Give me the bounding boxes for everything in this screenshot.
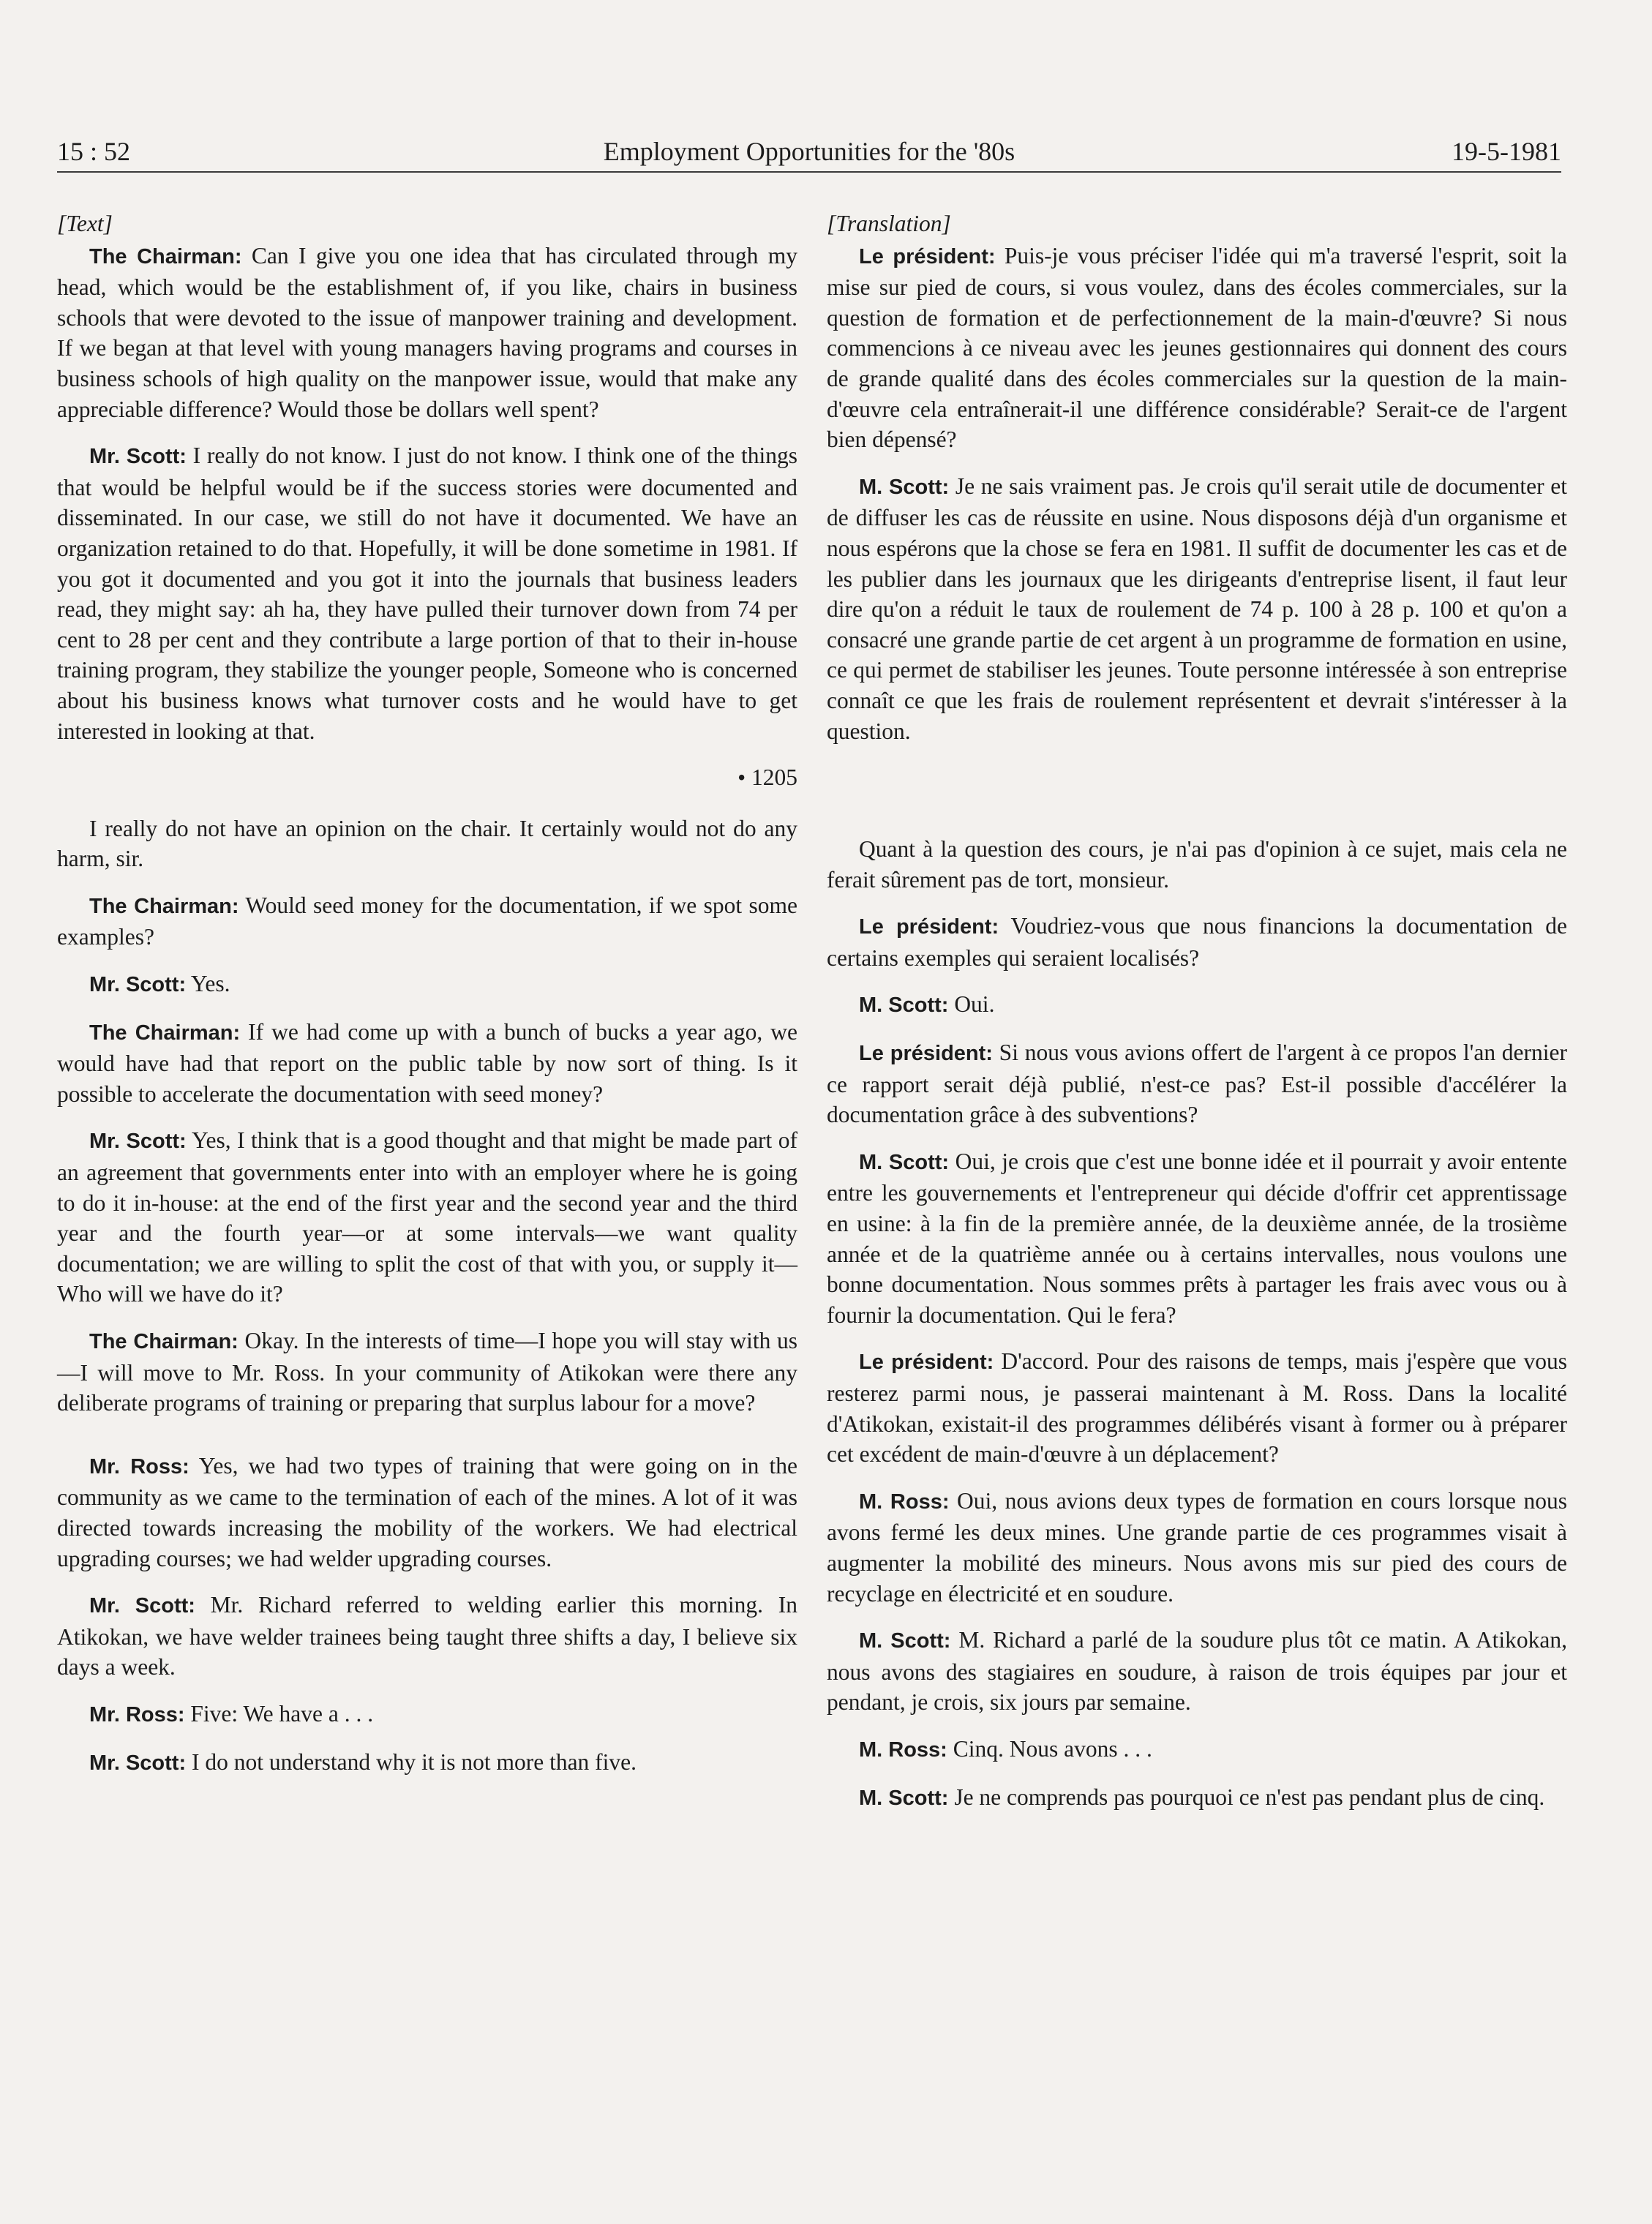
running-header [57, 132, 1561, 173]
speaker-name: M. Ross: [859, 1738, 947, 1762]
paragraph [57, 1590, 797, 1683]
speaker-name: Le président: [859, 244, 996, 268]
column-label: [Text] [57, 211, 113, 236]
speech-text: Can I give you one idea that has circulated through my head, which would be the establishment of, if you like, chairs in business schools that were devoted to the issue of manpower training and development. If we began at that level with young managers having programs and courses in business schools of high quality on the manpower issue, would that make any appreciable difference? Would those be dollars well spent? [57, 242, 798, 422]
paragraph [827, 1346, 1567, 1469]
speaker-name: Mr. Ross: [89, 1454, 189, 1479]
speech-text: Quant à la question des cours, je n'ai pas d'opinion à ce sujet, mais cela ne ferait sûrement pas de tort, monsieur. [827, 836, 1567, 893]
speech-text: Je ne sais vraiment pas. Je crois qu'il serait utile de documenter et de diffuser les cas de réussite en usine. Nous disposons déjà d'un organisme et nous espérons que la chose se fera en 1981. Il suffit de documenter les cas et de les publier dans les journaux que les dirigeants d'entreprise lisent, il faut leur dire qu'on a réduit le taux de roulement de 74 p. 100 à 28 p. 100 et qu'on a consacré une grande partie de cet argent à un programme de formation en usine, ce qui permet de stabiliser les jeunes. Toute personne intéressée à son entreprise connaît ce que les frais de roulement représentent et devrait s'intéresser à la question. [827, 473, 1568, 744]
speech-text: Oui, nous avions deux types de formation en cours lorsque nous avons fermé les deux mines. Une grande partie de ces programmes visait à augmenter la mobilité des mineurs. Nous avons mis sur pied des cours de recyclage en électricité et en soudure. [827, 1487, 1568, 1607]
speech-text: I really do not have an opinion on the chair. It certainly would not do any harm, sir. [57, 815, 797, 872]
paragraph [827, 241, 1567, 455]
speech-text: If we had come up with a bunch of bucks a year ago, we would have had that report on the public table by now sort of thing. Is it possible to accelerate the documentation with seed money? [57, 1018, 797, 1107]
speech-text: Okay. In the interests of time—I hope you will stay with us—I will move to Mr. Ross. In your community of Atikokan were there any deliberate programs of training or preparing that surplus labour for a move? [57, 1328, 797, 1416]
column-label: [Translation] [827, 211, 951, 236]
paragraph [827, 911, 1567, 973]
paragraph [57, 1017, 797, 1110]
speaker-name: Mr. Scott: [89, 445, 187, 469]
speech-text: Oui. [948, 991, 995, 1018]
speech-text: Yes. [186, 971, 230, 997]
paragraph [57, 1451, 797, 1574]
speaker-name: The Chairman: [89, 1021, 241, 1045]
paragraph [57, 241, 797, 425]
time-marker: • 1205 [737, 764, 797, 791]
speaker-name: M. Scott: [859, 1629, 951, 1653]
speech-text: I do not understand why it is not more than five. [186, 1748, 637, 1775]
paragraph [57, 890, 797, 953]
paragraph [827, 1625, 1567, 1718]
speaker-name: Le président: [859, 1350, 994, 1375]
paragraph [827, 1734, 1567, 1766]
paragraph [57, 440, 797, 746]
paragraph [57, 1747, 797, 1779]
paragraph [57, 814, 797, 874]
speaker-name: The Chairman: [89, 244, 242, 268]
english-column [57, 209, 797, 1795]
paragraph [827, 1146, 1567, 1331]
header-page-number: 15 : 52 [57, 137, 131, 166]
speaker-name: M. Scott: [859, 993, 949, 1018]
paragraph [57, 969, 797, 1001]
speaker-name: Mr. Scott: [89, 1130, 187, 1154]
speaker-name: M. Ross: [859, 1489, 950, 1514]
speaker-name: Le président: [859, 915, 999, 939]
paragraph [57, 1326, 797, 1419]
speaker-name: Mr. Ross: [89, 1702, 185, 1727]
speech-text: D'accord. Pour des raisons de temps, mais j'espère que vous resterez parmi nous, je passerai maintenant à M. Ross. Dans la localité d'Atikokan, existait-il des programmes délibérés visant à former ou à préparer cet excédent de main-d'œuvre à un déplacement? [827, 1348, 1568, 1468]
speech-text: Yes, I think that is a good thought and that might be made part of an agreement that governments enter into with an employer where he is going to do it in-house: at the end of the first year and the second year and the third year and the fourth year—or at some intervals—we want quality documentation; we are willing to split the cost of that with you, or supply it—Who will we have do it? [57, 1127, 797, 1307]
speech-text: Je ne comprends pas pourquoi ce n'est pas pendant plus de cinq. [948, 1784, 1545, 1810]
speaker-name: Mr. Scott: [89, 1751, 187, 1775]
speech-text: Cinq. Nous avons . . . [947, 1735, 1152, 1762]
speech-text: I really do not know. I just do not know. I think one of the things that would be helpful would be if the success stories were documented and disseminated. In our case, we still do not have it documented. We have an organization retained to do that. Hopefully, it will be done sometime in 1981. If you got it documented and you got it into the journals that business leaders read, they might say: ah ha, they have pulled their turnover down from 74 per cent to 28 per cent and they contribute a large portion of that to their in-house training program, they stabilize the younger people, Someone who is concerned about his business knows what turnover costs and he would have to get interested in looking at that. [57, 443, 797, 744]
document-page [57, 0, 1568, 2224]
speaker-name: M. Scott: [859, 475, 950, 499]
paragraph [827, 1037, 1567, 1130]
speech-text: Si nous vous avions offert de l'argent à ce propos l'an dernier ce rapport serait déjà publié, n'est-ce pas? Est-il possible d'accélérer la documentation grâce à des subventions? [827, 1040, 1568, 1128]
paragraph [57, 1699, 797, 1731]
header-date: 19-5-1981 [1452, 137, 1561, 166]
speech-text: M. Richard a parlé de la soudure plus tôt ce matin. A Atikokan, nous avons des stagiaires en soudure, à raison de trois équipes par jour et pendant, je crois, six jours par semaine. [827, 1627, 1567, 1716]
speaker-name: The Chairman: [89, 1330, 239, 1353]
speech-text: Yes, we had two types of training that were going on in the community as we came to the termination of each of the mines. A lot of it was directed towards increasing the mobility of the workers. We had electrical upgrading courses; we had welder upgrading courses. [57, 1452, 797, 1571]
speech-text: Five: We have a . . . [184, 1700, 374, 1727]
speech-text: Voudriez-vous que nous financions la documentation de certains exemples qui seraient localisés? [827, 913, 1567, 971]
speaker-name: Mr. Scott: [89, 973, 187, 997]
speaker-name: The Chairman: [89, 894, 239, 918]
speech-text: Puis-je vous préciser l'idée qui m'a traversé l'esprit, soit la mise sur pied de cours, si vous voulez, dans des écoles commerciales, sur la question de formation et de perfectionnement de la main-d'œuvre? Si nous commencions à ce niveau avec les jeunes gestionnaires qui donnent des cours de grande qualité dans des écoles commerciales sur la question de la main-d'œuvre cela entraînerait-il une différence considérable? Serait-ce de l'argent bien dépensé? [827, 242, 1567, 453]
paragraph [827, 1782, 1567, 1814]
speaker-name: M. Scott: [859, 1150, 950, 1174]
paragraph [827, 989, 1567, 1021]
speaker-name: Mr. Scott: [89, 1594, 195, 1618]
speech-text: Would seed money for the documentation, if we spot some examples? [57, 892, 798, 950]
paragraph [827, 471, 1567, 746]
paragraph [57, 1125, 797, 1310]
paragraph [827, 1486, 1567, 1609]
speaker-name: M. Scott: [859, 1786, 949, 1810]
speech-text: Oui, je crois que c'est une bonne idée et il pourrait y avoir entente entre les gouvernements et l'entrepreneur qui décide d'offrir cet apprentissage en usine: à la fin de la première année, de la deuxième année, de la trosième année et de la quatrième année ou à certains intervalles, nous voulons une bonne documentation. Nous sommes prêts à partager les frais avec vous ou à fournir la documentation. Qui le fera? [827, 1148, 1568, 1328]
speech-text: Mr. Richard referred to welding earlier this morning. In Atikokan, we have welder trainees being taught three shifts a day, I believe six days a week. [57, 1592, 797, 1680]
speaker-name: Le président: [859, 1042, 993, 1066]
french-column [827, 209, 1567, 1830]
header-title: Employment Opportunities for the '80s [603, 137, 1015, 166]
paragraph [827, 834, 1567, 895]
